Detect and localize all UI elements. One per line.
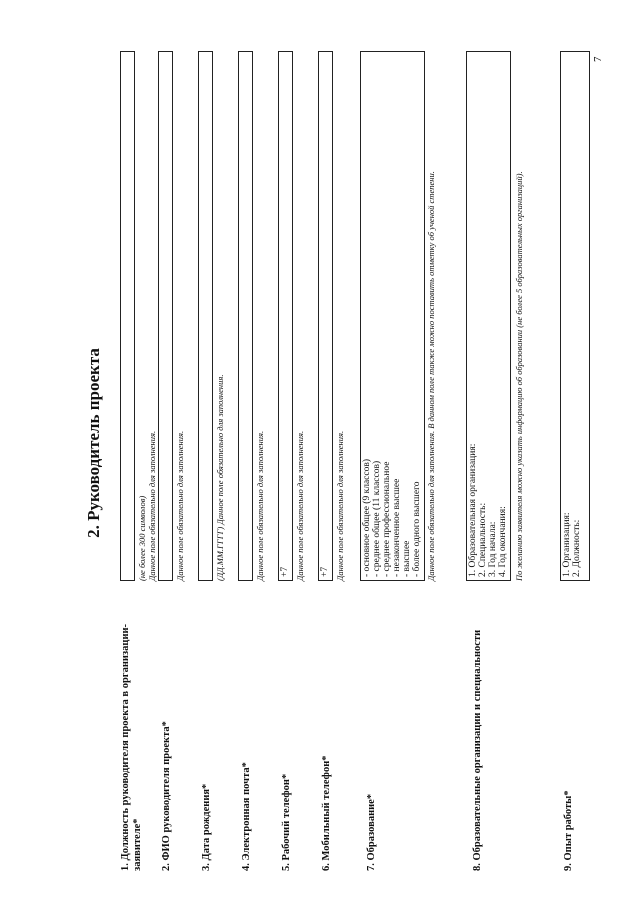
field-label: 1. Должность руководителя проекта в организации-заявителе* [120, 623, 143, 871]
field-label: 7. Образование* [366, 793, 377, 871]
field-hint: Данное поле обязательно для заполнения. [175, 430, 185, 581]
work-experience-input[interactable] [560, 51, 590, 581]
education-select[interactable] [360, 51, 425, 581]
field-label: 2. ФИО руководителя проекта* [161, 721, 172, 871]
field-label: 5. Рабочий телефон* [281, 773, 292, 871]
field-hint: Данное поле обязательно для заполнения. [335, 430, 345, 581]
email-input[interactable] [238, 51, 253, 581]
field-label: 3. Дата рождения* [201, 783, 212, 871]
education-institutions-input[interactable] [466, 51, 511, 581]
field-subitem: 1. Образовательная организация: [468, 443, 478, 577]
field-hint: (ДД.ММ.ГГГГ) Данное поле обязательно для заполнения. [215, 374, 225, 581]
education-option[interactable]: - высшее [402, 540, 412, 577]
field-label: 6. Мобильный телефон* [321, 755, 332, 871]
field-subitem: 2. Должность: [572, 519, 582, 577]
education-option[interactable]: - среднее общее (11 классов) [372, 460, 382, 577]
field-label: 8. Образовательные организации и специальности [472, 629, 483, 871]
education-option[interactable]: - незаконченное высшее [392, 478, 402, 577]
education-option[interactable]: - среднее профессиональное [382, 461, 392, 577]
field-label: 9. Опыт работы* [563, 790, 574, 871]
field-subitem: 1. Организация: [562, 512, 572, 577]
birth-date-input[interactable] [198, 51, 213, 581]
field-hint: Данное поле обязательно для заполнения. [255, 430, 265, 581]
work-phone-input[interactable] [278, 51, 293, 581]
mobile-phone-input[interactable] [318, 51, 333, 581]
field-subitem: 4. Год окончания: [498, 506, 508, 577]
field-hint: Данное поле обязательно для заполнения. [295, 430, 305, 581]
field-subitem: 3. Год начала: [488, 521, 498, 577]
field-hint: Данное поле обязательно для заполнения. [147, 430, 157, 581]
position-input[interactable] [120, 51, 135, 581]
section-title: 2. Руководитель проекта [84, 348, 103, 538]
field-hint: Данное поле обязательно для заполнения. В данном поле также можно поставить отметку об ученой степени. [426, 171, 436, 581]
field-hint: (не более 300 символов) [137, 495, 147, 581]
education-option[interactable]: - основное общее (9 классов) [362, 458, 372, 577]
field-hint: По желанию заявителя можно указать информацию об образовании (не более 5 образовательных организаций). [514, 171, 524, 581]
field-value: +7 [320, 566, 330, 577]
education-option[interactable]: - более одного высшего [412, 481, 422, 577]
full-name-input[interactable] [158, 51, 173, 581]
field-label: 4. Электронная почта* [241, 762, 252, 871]
field-value: +7 [280, 566, 290, 577]
field-subitem: 2. Специальность: [478, 502, 488, 577]
page-number: 7 [592, 56, 604, 62]
